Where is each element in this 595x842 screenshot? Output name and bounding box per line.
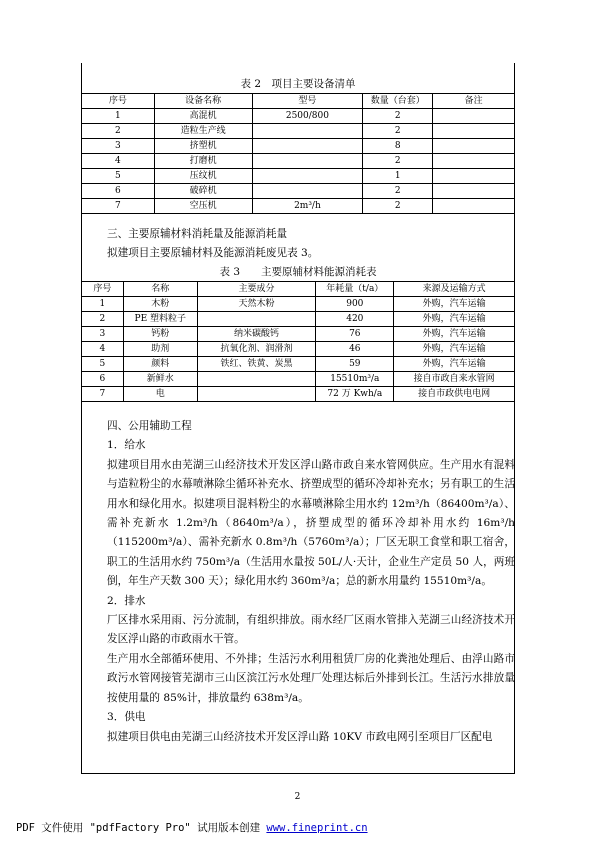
table-row bbox=[82, 312, 515, 327]
table-cell: 接自市政供电电网 bbox=[394, 387, 515, 402]
table-row bbox=[82, 297, 515, 312]
table-cell: 空压机 bbox=[154, 199, 252, 214]
table-cell: 破碎机 bbox=[154, 184, 252, 199]
table-row bbox=[82, 387, 515, 402]
table-cell: 纳米碳酸钙 bbox=[197, 327, 316, 342]
table-cell bbox=[252, 184, 363, 199]
column-header: 年耗量（t/a） bbox=[316, 282, 394, 297]
table-row bbox=[82, 154, 515, 169]
table-cell: 外购，汽车运输 bbox=[394, 357, 515, 372]
table-cell: 2 bbox=[363, 124, 433, 139]
table-cell bbox=[433, 124, 515, 139]
table-cell: 1 bbox=[82, 297, 124, 312]
table3-caption: 表 3 主要原辅材料能源消耗表 bbox=[219, 266, 377, 278]
water-subheading: 1．给水 bbox=[107, 439, 146, 452]
table-cell: 高混机 bbox=[154, 109, 252, 124]
table-cell: 7 bbox=[82, 387, 124, 402]
footer-link[interactable]: www.fineprint.cn bbox=[266, 822, 368, 834]
column-header: 设备名称 bbox=[154, 94, 252, 109]
table-row bbox=[82, 139, 515, 154]
table-cell: 钙粉 bbox=[123, 327, 197, 342]
table-cell: 抗氧化剂、润滑剂 bbox=[197, 342, 316, 357]
table-cell: 外购，汽车运输 bbox=[394, 312, 515, 327]
table-row bbox=[82, 357, 515, 372]
table-cell: 5 bbox=[82, 357, 124, 372]
equipment-table-header bbox=[82, 94, 515, 109]
column-header: 数量（台套） bbox=[363, 94, 433, 109]
section3-block bbox=[81, 225, 515, 264]
table-cell: 电 bbox=[123, 387, 197, 402]
drain-paragraph-1: 厂区排水采用雨、污分流制，有组织排放。雨水经厂区雨水管排入芜湖三山经济技术开发区浮山路的市政雨水干管。 bbox=[107, 614, 515, 646]
table-cell: 木粉 bbox=[123, 297, 197, 312]
power-subheading: 3．供电 bbox=[107, 711, 146, 724]
table-cell: 6 bbox=[82, 372, 124, 387]
table-row bbox=[82, 169, 515, 184]
table-row bbox=[82, 124, 515, 139]
table-row bbox=[82, 372, 515, 387]
table-cell bbox=[433, 184, 515, 199]
table-cell: 2500/800 bbox=[252, 109, 363, 124]
table-cell: 4 bbox=[82, 342, 124, 357]
table-cell: 2 bbox=[363, 109, 433, 124]
table-cell: 1 bbox=[82, 109, 155, 124]
section3-intro: 拟建项目主要原辅材料及能源消耗废见表 3。 bbox=[107, 247, 319, 260]
section4-heading: 四、公用辅助工程 bbox=[107, 420, 192, 432]
table-cell: 1 bbox=[363, 169, 433, 184]
table-cell bbox=[197, 312, 316, 327]
section4-block bbox=[81, 417, 515, 747]
table-cell: 压纹机 bbox=[154, 169, 252, 184]
table-row bbox=[82, 109, 515, 124]
footer-text: PDF 文件使用 "pdfFactory Pro" 试用版本创建 bbox=[16, 822, 267, 834]
table-cell: 2 bbox=[363, 199, 433, 214]
table2-caption: 表 2 项目主要设备清单 bbox=[240, 78, 356, 90]
table-cell: 6 bbox=[82, 184, 155, 199]
table-cell: 72 万 Kwh/a bbox=[316, 387, 394, 402]
table-cell: 7 bbox=[82, 199, 155, 214]
column-header: 主要成分 bbox=[197, 282, 316, 297]
water-paragraph: 拟建项目用水由芜湖三山经济技术开发区浮山路市政自来水管网供应。生产用水有混料与造粒粉尘的水幕喷淋除尘循环补充水、挤塑成型的循环冷却补充水；另有职工的生活用水和绿化用水。拟建项目混料粉尘的水幕喷淋除尘用水约 12m³/h（86400m³/a）、需补充新水 1.2m³/h（8640m³/a），挤塑成型的循环冷却补用水约 16m³/h（115200m³/a）、需补充新水 0.8m³/h（5760m³/a）；厂区无职工食堂和职工宿舍，职工的生活用水约 750m³/a（生活用水量按 50L/人·天计，企业生产定员 50 人，两班倒，年生产天数 300 天）；绿化用水约 360m³/a；总的新水用量约 15510m³/a。 bbox=[107, 458, 515, 588]
column-header: 型号 bbox=[252, 94, 363, 109]
table-cell: 76 bbox=[316, 327, 394, 342]
table-cell: 2 bbox=[82, 124, 155, 139]
column-header: 名称 bbox=[123, 282, 197, 297]
table-cell: 造粒生产线 bbox=[154, 124, 252, 139]
table-cell: 59 bbox=[316, 357, 394, 372]
table-row bbox=[82, 327, 515, 342]
table-cell: 3 bbox=[82, 139, 155, 154]
table-cell: 5 bbox=[82, 169, 155, 184]
table-cell bbox=[433, 169, 515, 184]
table-cell: 外购，汽车运输 bbox=[394, 342, 515, 357]
table-cell: 外购，汽车运输 bbox=[394, 297, 515, 312]
drain-subheading: 2．排水 bbox=[107, 594, 146, 607]
table-cell bbox=[252, 169, 363, 184]
table-cell: 外购，汽车运输 bbox=[394, 327, 515, 342]
table-row bbox=[82, 342, 515, 357]
table-cell: 900 bbox=[316, 297, 394, 312]
power-paragraph: 拟建项目供电由芜湖三山经济技术开发区浮山路 10KV 市政电网引至项目厂区配电 bbox=[107, 730, 493, 743]
table-row bbox=[82, 184, 515, 199]
table-cell bbox=[433, 199, 515, 214]
page-number: 2 bbox=[294, 792, 301, 802]
table-cell bbox=[433, 154, 515, 169]
materials-table bbox=[81, 281, 515, 402]
table-cell: 新鲜水 bbox=[123, 372, 197, 387]
table-cell: PE 塑料粒子 bbox=[123, 312, 197, 327]
table-cell: 天然木粉 bbox=[197, 297, 316, 312]
materials-table-header bbox=[82, 282, 515, 297]
table-cell bbox=[252, 139, 363, 154]
table-cell bbox=[252, 124, 363, 139]
table-row bbox=[82, 199, 515, 214]
table-cell: 4 bbox=[82, 154, 155, 169]
table-cell bbox=[433, 139, 515, 154]
column-header: 备注 bbox=[433, 94, 515, 109]
table-cell bbox=[197, 372, 316, 387]
column-header: 序号 bbox=[82, 94, 155, 109]
section3-heading: 三、主要原辅材料消耗量及能源消耗量 bbox=[107, 228, 288, 240]
column-header: 来源及运输方式 bbox=[394, 282, 515, 297]
table-cell: 8 bbox=[363, 139, 433, 154]
column-header: 序号 bbox=[82, 282, 124, 297]
table-cell: 420 bbox=[316, 312, 394, 327]
table-cell: 2 bbox=[363, 184, 433, 199]
equipment-table bbox=[81, 93, 515, 214]
table-cell: 颜料 bbox=[123, 357, 197, 372]
pdf-footer bbox=[16, 820, 368, 835]
table-cell bbox=[197, 387, 316, 402]
table-cell: 2 bbox=[363, 154, 433, 169]
table-cell: 打磨机 bbox=[154, 154, 252, 169]
drain-paragraph-2: 生产用水全部循环使用、不外排；生活污水利用租赁厂房的化粪池处理后、由浮山路市政污水管网接管芜湖市三山区滨江污水处理厂处理达标后外排到长江。生活污水排放量按使用量的 85%计，排放量约 638m³/a。 bbox=[107, 652, 515, 704]
table-cell: 2 bbox=[82, 312, 124, 327]
table-cell: 3 bbox=[82, 327, 124, 342]
table-cell: 挤塑机 bbox=[154, 139, 252, 154]
table-cell bbox=[252, 154, 363, 169]
table-cell: 2m³/h bbox=[252, 199, 363, 214]
table-cell: 铁红、铁黄、炭黑 bbox=[197, 357, 316, 372]
table-cell: 助剂 bbox=[123, 342, 197, 357]
table-cell: 15510m³/a bbox=[316, 372, 394, 387]
table-cell: 接自市政自来水管网 bbox=[394, 372, 515, 387]
table-cell bbox=[433, 109, 515, 124]
table-cell: 46 bbox=[316, 342, 394, 357]
